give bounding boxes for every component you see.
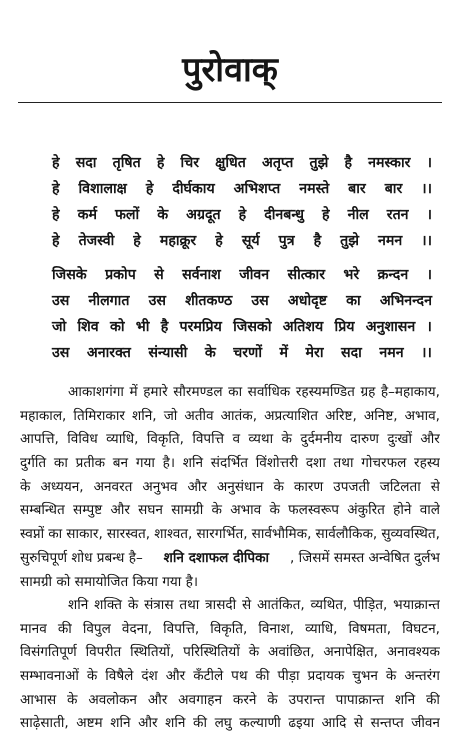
paragraph-line: आपत्ति, विविध व्याधि, विकृति, विपत्ति व व्यथा के दुर्दमनीय दारुण दुःखों और (20, 431, 440, 448)
line-text: , जिसमें समस्त अन्वेषित दुर्लभ (289, 549, 440, 566)
poem-stanza-2 (52, 262, 432, 366)
verse-line: उस अनारक्त संन्यासी के चरणों में मेरा सदा नमन ।। (52, 345, 432, 361)
verse-line: उस नीलगात उस शीतकण्ठ उस अधोदृष्ट का अभिनन्दन (52, 293, 432, 309)
verse-line: जो शिव को भी है परमप्रिय जिसको अतिशय प्रिय अनुशासन । (52, 319, 432, 335)
paragraph-line: मानव की विपुल वेदना, विपत्ति, विकृति, विनाश, व्याधि, विषमता, विघटन, (20, 620, 440, 637)
paragraph-line: के अध्ययन, अनवरत अनुभव और अनुसंधान के कारण उपजती जटिलता से (20, 478, 440, 495)
paragraph-line: दुर्गति का प्रतीक बन गया है। शनि संदर्भित विंशोत्तरी दशा तथा गोचरफल रहस्य (20, 455, 440, 472)
title-divider (18, 102, 442, 103)
paragraph-line: सामग्री को समायोजित किया गया है। (20, 573, 198, 590)
paragraph-line: स्वप्नों का साकार, सारस्वत, शाश्वत, सारगर्भित, सार्वभौमिक, सार्वलौकिक, सुव्यवस्थित, (20, 526, 440, 543)
paragraph-line: महाकाल, तिमिराकार शनि, जो अतीव आतंक, अप्रत्याशित अरिष्ट, अनिष्ट, अभाव, (20, 407, 440, 424)
body-paragraph-1 (20, 381, 440, 594)
paragraph-line: शनि शक्ति के संत्रास तथा त्रासदी से आतंकित, व्यथित, पीड़ित, भयाक्रान्त (68, 597, 440, 613)
paragraph-line: सम्भावनाओं के विषैले दंश और कँटीले पथ की पीड़ा प्रदायक चुभन के अन्तरंग (20, 668, 440, 685)
paragraph-line: सम्बन्धित सम्पुष्ट और सघन सामग्री के अभाव के फलस्वरूप अंकुरित होने वाले (20, 502, 440, 519)
page-title: पुरोवाक् (182, 50, 278, 90)
paragraph-line: आभास के अवलोकन और अवगाहन करने के उपरान्त पापाक्रान्त शनि की (20, 691, 440, 708)
paragraph-line: विसंगतिपूर्ण विपरीत स्थितियों, परिस्थितियों के अवांछित, अनापेक्षित, अनावश्यक (20, 644, 440, 661)
verse-line: हे कर्म फलों के अग्रदूत हे दीनबन्धु हे नील रतन । (52, 207, 432, 223)
book-title: शनि दशाफल दीपिका (163, 549, 270, 566)
line-text: सुरुचिपूर्ण शोध प्रबन्ध है– (20, 549, 143, 566)
paragraph-line: आकाशगंगा में हमारे सौरमण्डल का सर्वाधिक रहस्यमण्डित ग्रह है–महाकाय, (68, 384, 440, 400)
verse-line: जिसके प्रकोप से सर्वनाश जीवन सीत्कार भरे क्रन्दन । (52, 267, 432, 283)
paragraph-line (20, 547, 440, 571)
body-paragraph-2 (20, 594, 440, 736)
verse-line: हे सदा तृषित हे चिर क्षुधित अतृप्त तुझे है नमस्कार । (52, 155, 432, 171)
verse-line: हे तेजस्वी हे महाक्रूर हे सूर्य पुत्र है तुझे नमन ।। (52, 233, 432, 249)
poem-stanza-1 (52, 150, 432, 254)
verse-line: हे विशालाक्ष हे दीर्घकाय अभिशप्त नमस्ते बार बार ।। (52, 181, 432, 197)
paragraph-line: साढ़ेसाती, अष्टम शनि और शनि की लघु कल्याणी ढइया आदि से सन्तप्त जीवन (20, 715, 440, 732)
